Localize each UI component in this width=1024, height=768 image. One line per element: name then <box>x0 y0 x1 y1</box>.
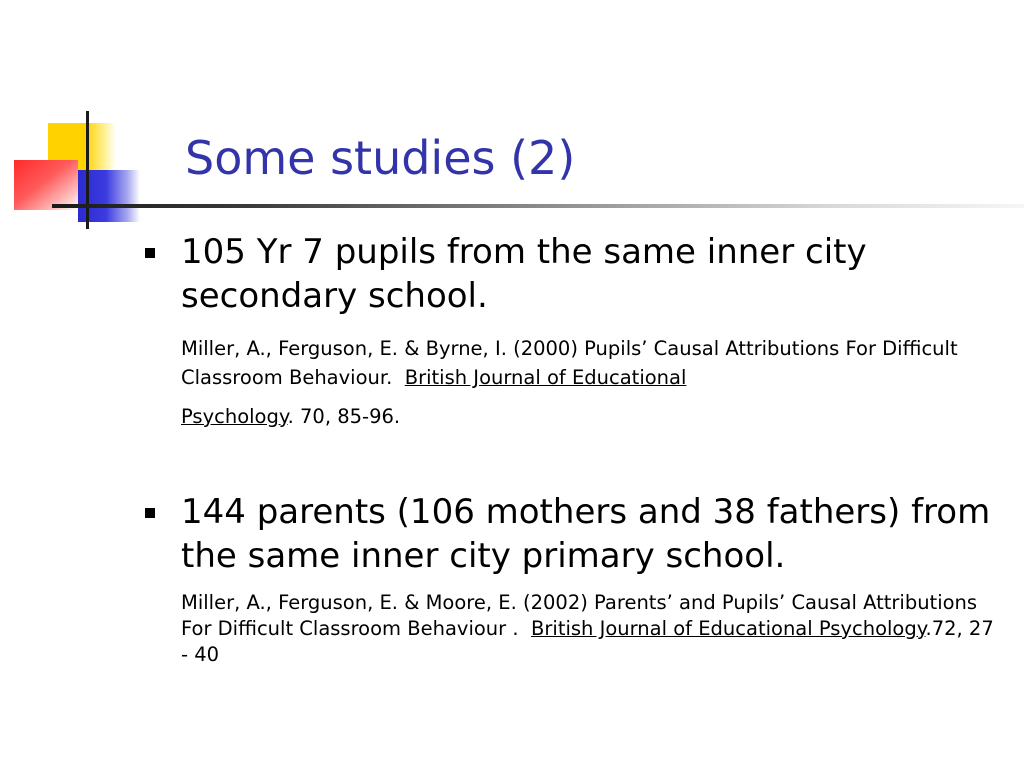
red-square-shape <box>14 160 78 210</box>
bullet-item-text: 144 parents (106 mothers and 38 fathers) from the same inner city primary school. <box>181 492 991 576</box>
bullet-square-icon <box>145 248 155 258</box>
journal-name-link[interactable]: Psychology <box>181 405 288 428</box>
reference-citation <box>181 334 1005 431</box>
reference-line <box>181 402 1005 431</box>
reference-authors-title: Miller, A., Ferguson, E. & Byrne, I. (2000) Pupils’ Causal Attributions For Difficult Classroom Behaviour. <box>181 337 958 389</box>
reference-authors-title: Miller, A., Ferguson, E. & Moore, E. (2002) Parents’ and Pupils’ Causal Attributions For Difficult Classroom Behaviour . <box>181 591 978 640</box>
vertical-rule <box>86 111 89 229</box>
reference-volume-pages: .72, 27 - 40 <box>181 617 994 666</box>
bullet-item-text: 105 Yr 7 pupils from the same inner city secondary school. <box>181 232 867 316</box>
reference-citation <box>181 590 1005 668</box>
journal-name-link[interactable]: British Journal of Educational Psychology <box>531 617 926 640</box>
reference-volume-pages: . 70, 85-96. <box>287 405 401 428</box>
slide-title: Some studies (2) <box>185 131 576 185</box>
journal-name-link[interactable]: British Journal of Educational <box>404 366 687 389</box>
title-underline-rule <box>52 204 1024 208</box>
bullet-item-1 <box>145 230 1005 431</box>
bullet-item-2 <box>145 490 1005 668</box>
bullet-square-icon <box>145 508 155 518</box>
